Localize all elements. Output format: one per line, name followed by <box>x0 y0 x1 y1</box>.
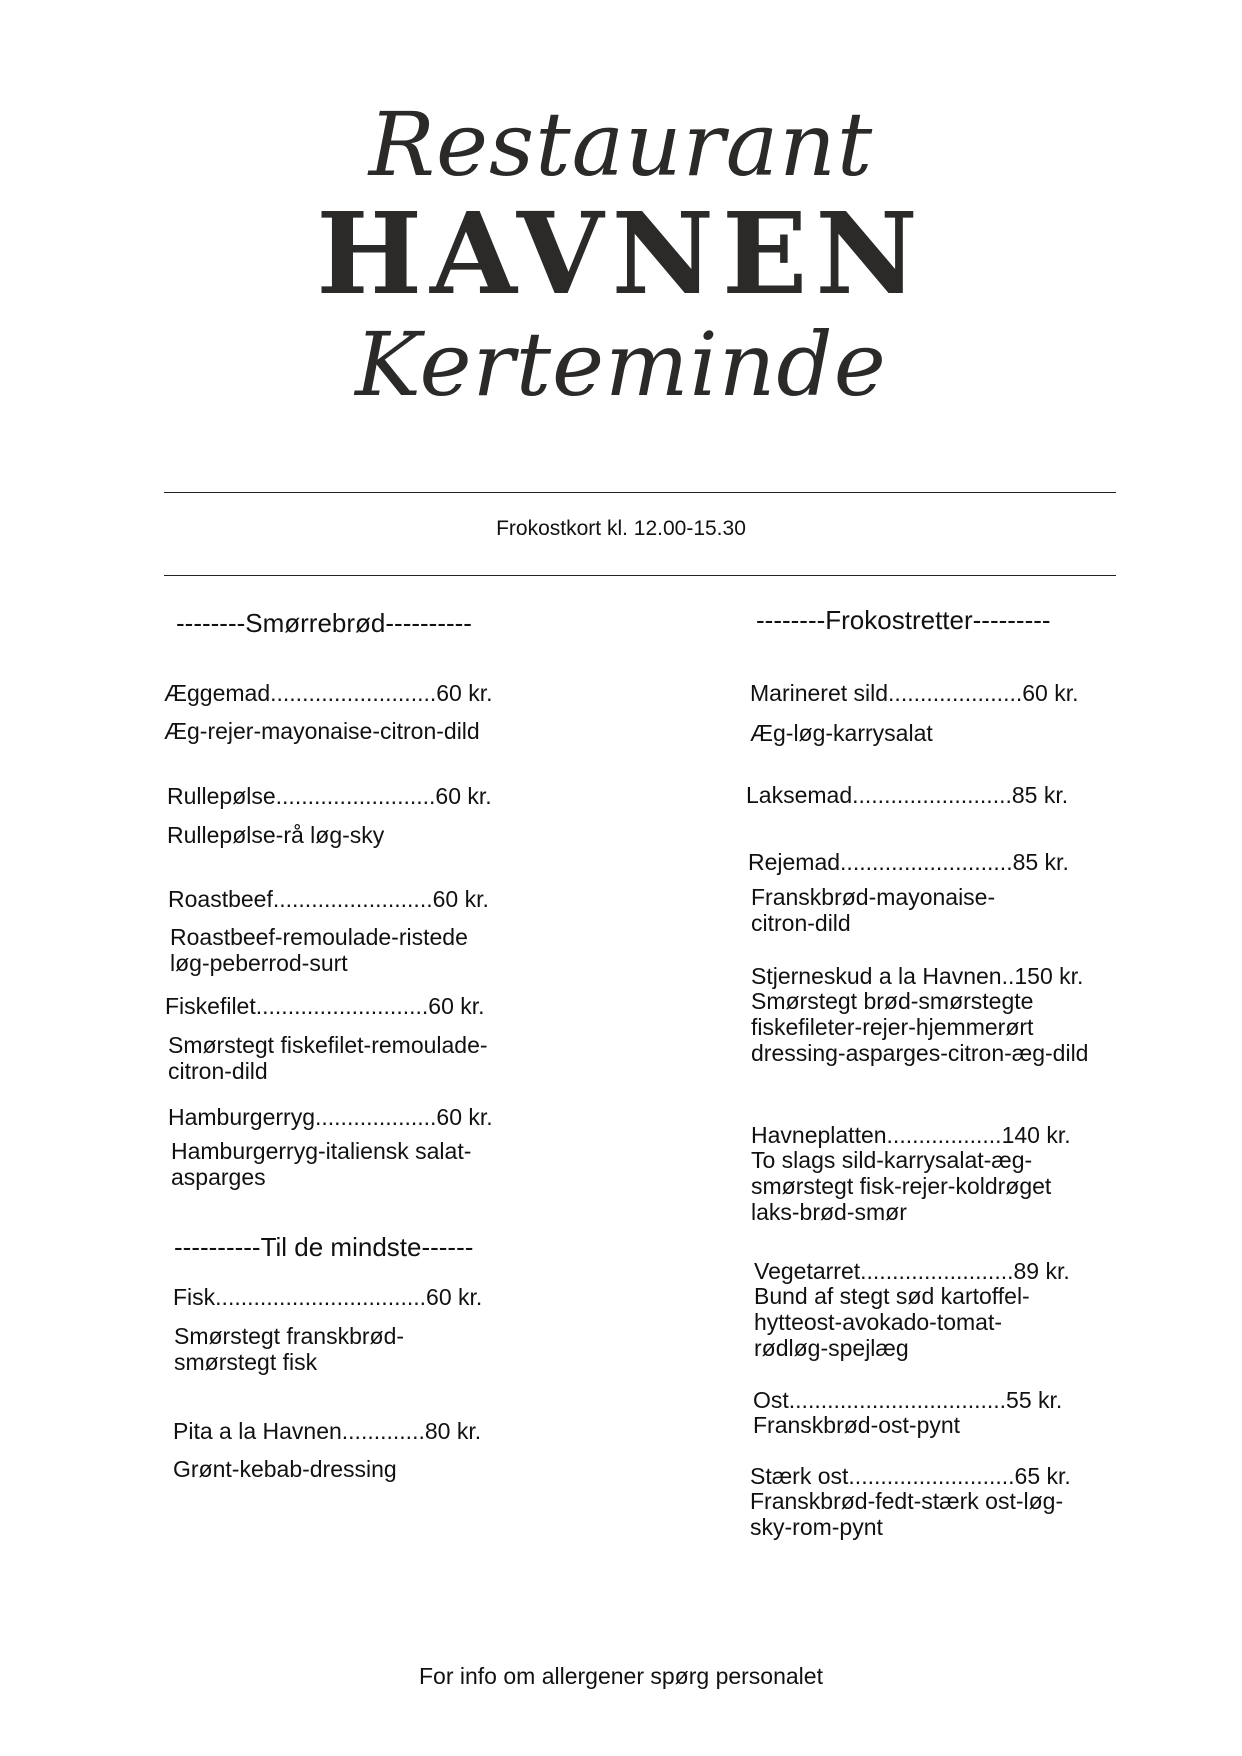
section-title-smorrebrod: --------Smørrebrød---------- <box>176 608 472 638</box>
menu-subtitle: Frokostkort kl. 12.00-15.30 <box>496 517 746 540</box>
menu-item-title: Stjerneskud a la Havnen..150 kr. <box>751 963 1084 989</box>
menu-item-desc: Smørstegt franskbrød-smørstegt fisk <box>174 1323 405 1375</box>
menu-item-desc: Smørstegt fiskefilet-remoulade-citron-dild <box>168 1032 488 1084</box>
menu-item-desc: Grønt-kebab-dressing <box>173 1456 397 1482</box>
menu-item-title: Laksemad.........................85 kr. <box>746 782 1069 808</box>
menu-item-title: Stærk ost..........................65 kr. <box>750 1463 1071 1489</box>
menu-item-desc: Hamburgerryg-italiensk salat-asparges <box>171 1138 472 1190</box>
menu-item-title: Hamburgerryg...................60 kr. <box>168 1104 493 1130</box>
menu-item-desc: Bund af stegt sød kartoffel-hytteost-avokado-tomat-rødløg-spejlæg <box>754 1283 1030 1361</box>
section-title-frokostretter: --------Frokostretter--------- <box>756 605 1051 635</box>
menu-item-title: Marineret sild.....................60 kr. <box>750 680 1079 706</box>
bottom-divider <box>164 575 1116 576</box>
menu-item-title: Rejemad...........................85 kr. <box>748 849 1069 875</box>
allergen-footer: For info om allergener spørg personalet <box>419 1663 823 1689</box>
top-divider <box>164 492 1116 493</box>
menu-item-title: Fisk.................................60 kr. <box>173 1284 483 1310</box>
logo-restaurant-text: Restaurant <box>368 93 874 196</box>
menu-item-title: Rullepølse.........................60 kr. <box>167 783 492 809</box>
menu-item-desc: Roastbeef-remoulade-ristede løg-peberrod-surt <box>170 924 468 976</box>
menu-item-desc: Rullepølse-rå løg-sky <box>167 822 385 848</box>
menu-item-desc: Smørstegt brød-smørstegte fiskefileter-rejer-hjemmerørt dressing-asparges-citron-æg-dild <box>751 988 1089 1066</box>
restaurant-logo <box>0 95 1242 415</box>
menu-item-title: Pita a la Havnen.............80 kr. <box>173 1418 482 1444</box>
section-title-til-de-mindste: ----------Til de mindste------ <box>174 1232 474 1262</box>
menu-item-desc: To slags sild-karrysalat-æg-smørstegt fisk-rejer-koldrøget laks-brød-smør <box>751 1147 1052 1225</box>
menu-item-desc: Æg-løg-karrysalat <box>750 720 933 746</box>
menu-item-desc: Franskbrød-ost-pynt <box>753 1412 961 1438</box>
menu-item-title: Roastbeef.........................60 kr. <box>168 886 489 912</box>
menu-item-title: Vegetarret........................89 kr. <box>754 1258 1070 1284</box>
logo-havnen-text: HAVNEN <box>316 189 926 320</box>
menu-item-title: Havneplatten..................140 kr. <box>751 1122 1071 1148</box>
menu-item-desc: Franskbrød-fedt-stærk ost-løg-sky-rom-pynt <box>750 1488 1064 1540</box>
menu-item-title: Fiskefilet...........................60 kr. <box>165 993 485 1019</box>
menu-item-title: Ost..................................55 kr. <box>753 1387 1063 1413</box>
menu-item-desc: Æg-rejer-mayonaise-citron-dild <box>164 718 480 744</box>
logo-kerteminde-text: Kerteminde <box>355 313 887 416</box>
menu-item-title: Æggemad..........................60 kr. <box>164 680 493 706</box>
menu-item-desc: Franskbrød-mayonaise-citron-dild <box>751 884 996 936</box>
